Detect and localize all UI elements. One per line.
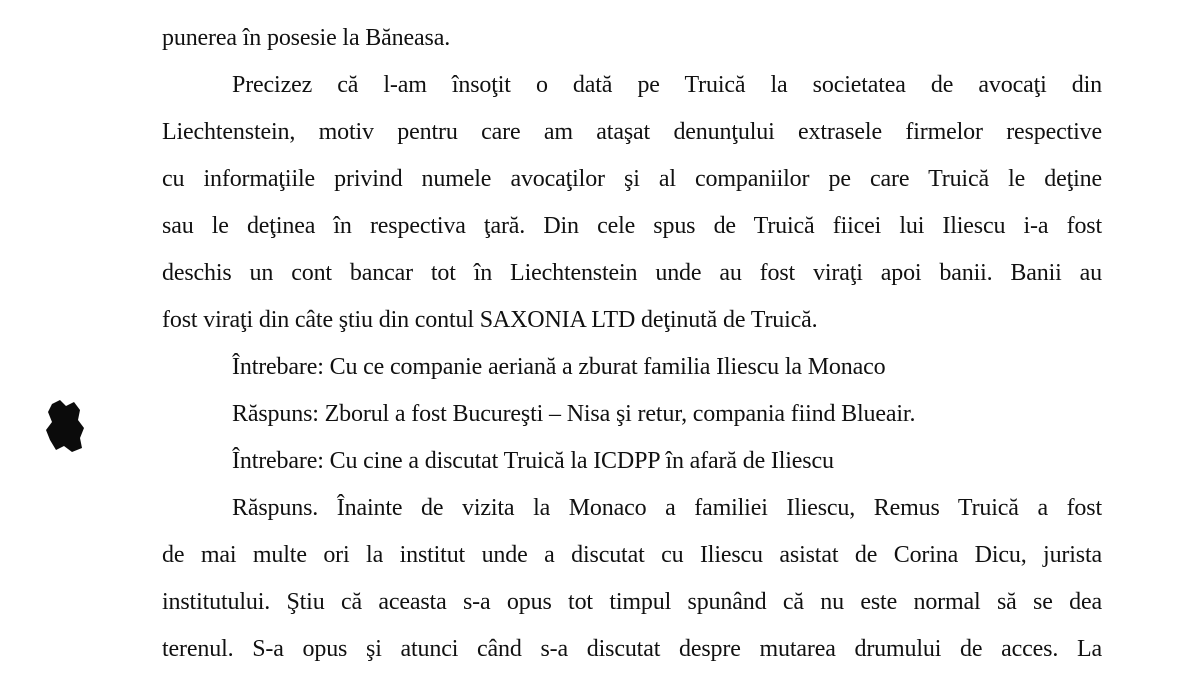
question-line-1: Întrebare: Cu ce companie aeriană a zburat familia Iliescu la Monaco (232, 354, 886, 380)
paragraph-line-3: Liechtenstein, motiv pentru care am ataşat denunţului extrasele firmelor respective (162, 119, 1102, 145)
paragraph-line-7: fost viraţi din câte ştiu din contul SAXONIA LTD deţinută de Truică. (162, 307, 818, 333)
paragraph-line-5: sau le deţinea în respectiva ţară. Din cele spus de Truică fiicei lui Iliescu i-a fost (162, 213, 1102, 239)
paragraph-line-6: deschis un cont bancar tot în Liechtenstein unde au fost viraţi apoi banii. Banii au (162, 260, 1102, 286)
answer-line-1: Răspuns: Zborul a fost Bucureşti – Nisa şi retur, compania fiind Blueair. (232, 401, 916, 427)
question-line-2: Întrebare: Cu cine a discutat Truică la ICDPP în afară de Iliescu (232, 448, 834, 474)
answer-line-4: institutului. Ştiu că aceasta s-a opus tot timpul spunând că nu este normal să se dea (162, 589, 1102, 615)
answer-line-3: de mai multe ori la institut unde a discutat cu Iliescu asistat de Corina Dicu, jurista (162, 542, 1102, 568)
answer-line-2: Răspuns. Înainte de vizita la Monaco a familiei Iliescu, Remus Truică a fost (232, 495, 1102, 521)
paragraph-line-2: Precizez că l-am însoţit o dată pe Truică la societatea de avocaţi din (232, 72, 1102, 98)
ink-blot-mark (44, 398, 86, 454)
paragraph-line-4: cu informaţiile privind numele avocaţilor şi al companiilor pe care Truică le deţine (162, 166, 1102, 192)
paragraph-line-1: punerea în posesie la Băneasa. (162, 25, 451, 51)
answer-line-5: terenul. S-a opus şi atunci când s-a discutat despre mutarea drumului de acces. La (162, 636, 1102, 662)
